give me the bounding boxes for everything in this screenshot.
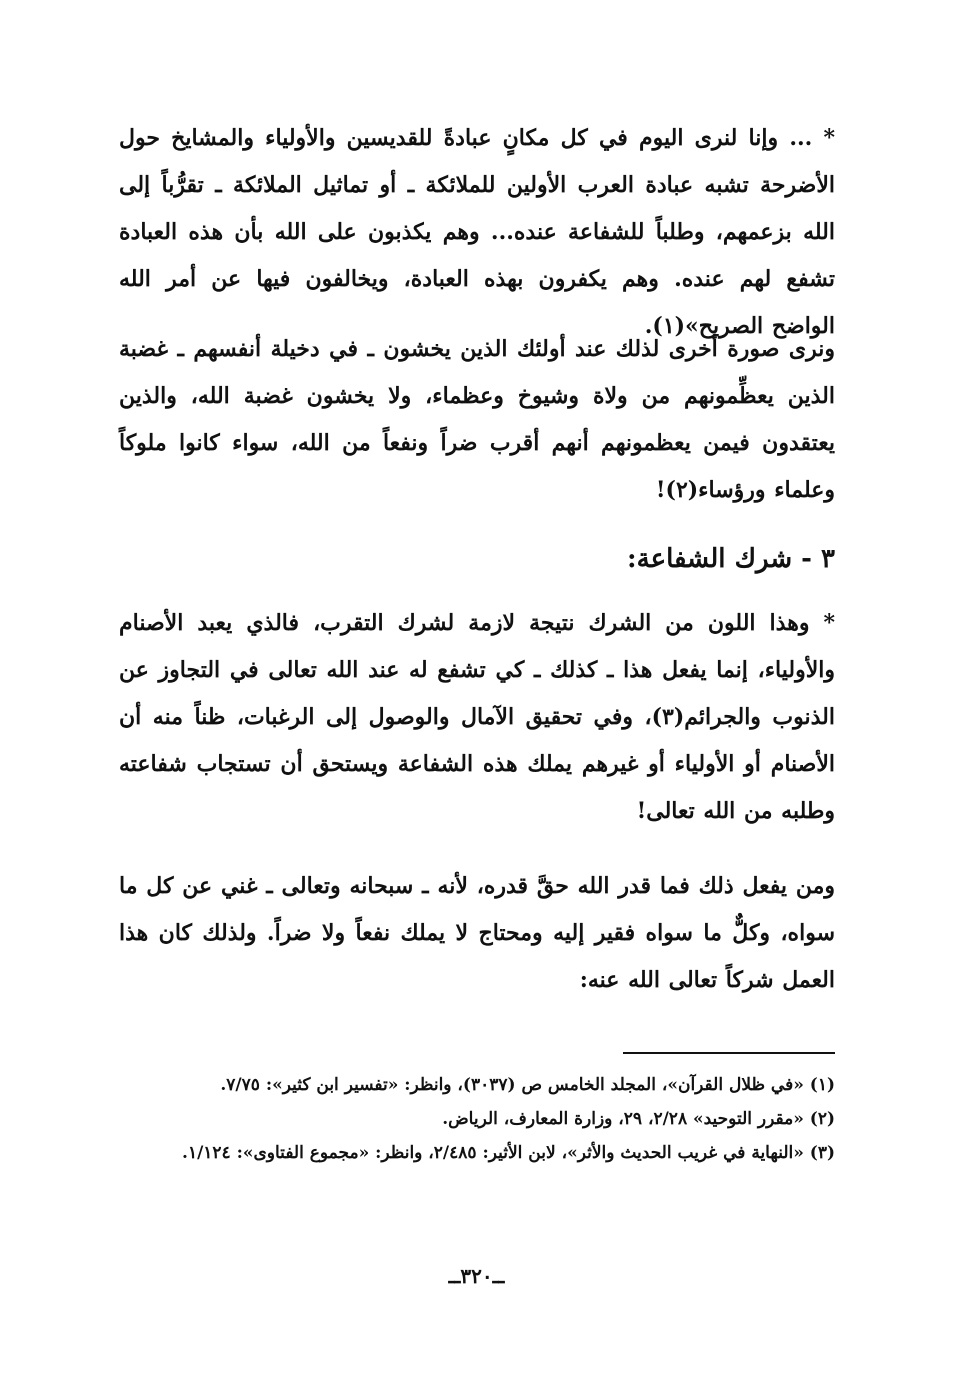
page-number: ــ٣٢٠ــ: [448, 1264, 505, 1288]
footnote-2: (٢) «مقرر التوحيد» ٢/٢٨، ٢٩، وزارة المعارف، الرياض.: [442, 1109, 835, 1129]
paragraph-fear-of-rulers: ونرى صورة أخرى لذلك عند أولئك الذين يخشون ـ في دخيلة أنفسهم ـ غضبة الذين يعظِّمونهم من ولاة وشيوخ وعظماء، ولا يخشون غضبة الله، والذين يعتقدون فيمن يعظمونهم أنهم أقرب ضراً ونفعاً من الله، سواء كانوا ملوكاً وعلماء ورؤساء(٢)!: [119, 336, 835, 503]
footnotes-list: [119, 1068, 835, 1170]
footnote-3: (٣) «النهاية في غريب الحديث والأثر»، لابن الأثير: ٢/٤٨٥، وانظر: «مجموع الفتاوى»: ١/١٢٤.: [182, 1143, 835, 1163]
footnote-1: (١) «في ظلال القرآن»، المجلد الخامس ص (٣٠٣٧)، وانظر: «تفسير ابن كثير»: ٧/٧٥.: [220, 1075, 835, 1095]
paragraph-intercession-shirk: * وهذا اللون من الشرك نتيجة لازمة لشرك التقرب، فالذي يعبد الأصنام والأولياء، إنما يفعل هذا ـ كذلك ـ كي تشفع له عند الله تعالى في التجاوز عن الذنوب والجرائم(٣)، وفي تحقيق الآمال والوصول إلى الرغبات، ظناً منه أن الأصنام أو الأولياء أو غيرهم يملك هذه الشفاعة ويستحق أن تستجاب شفاعته وطلبه من الله تعالى!: [119, 610, 835, 824]
footnote-divider: [623, 1052, 835, 1054]
paragraph-conclusion: ومن يفعل ذلك فما قدر الله حقَّ قدره، لأنه ـ سبحانه وتعالى ـ غني عن كل ما سواه، وكلٌّ ما سواه فقير إليه ومحتاج لا يملك نفعاً ولا ضراً. ولذلك كان هذا العمل شركاً تعالى الله عنه:: [119, 873, 835, 993]
section-heading: ٣ - شرك الشفاعة:: [627, 544, 835, 574]
paragraph-worship-of-saints: * ... وإنا لنرى اليوم في كل مكانٍ عبادةً للقديسين والأولياء والمشايخ حول الأضرحة تشبه عبادة العرب الأولين للملائكة ـ أو تماثيل الملائكة ـ تقرُّباً إلى الله بزعمهم، وطلباً للشفاعة عنده... وهم يكذبون على الله بأن هذه العبادة تشفع لهم عنده. وهم يكفرون بهذه العبادة، ويخالفون فيها عن أمر الله الواضح الصريح»(١).: [119, 125, 835, 339]
